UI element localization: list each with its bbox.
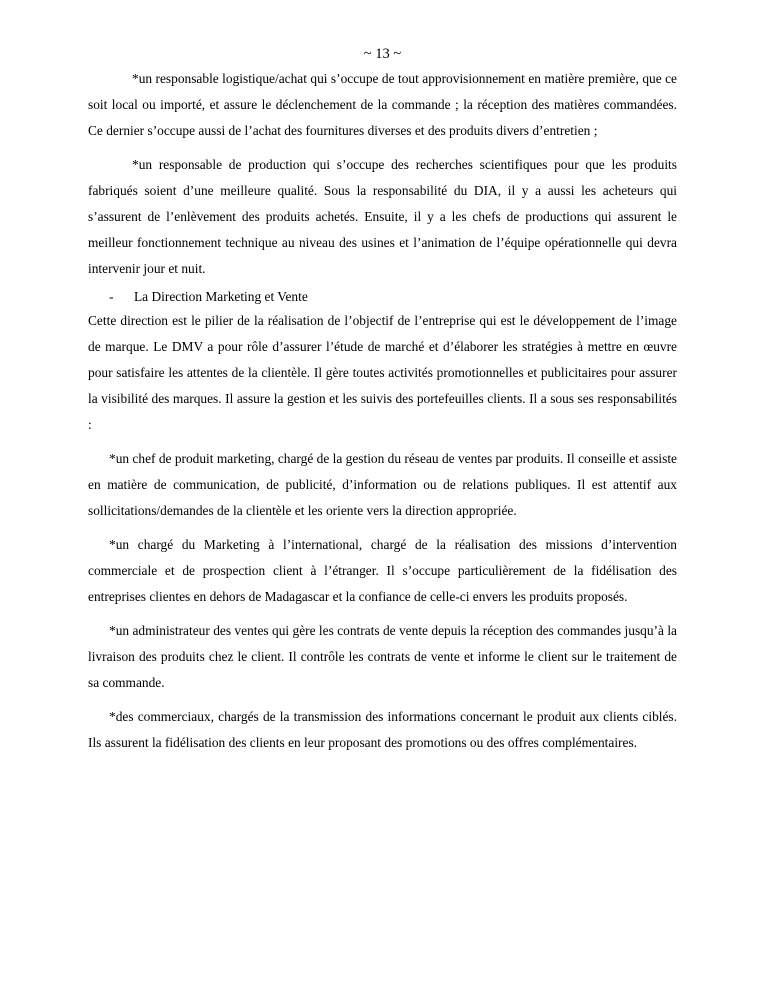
paragraph-sales-representatives: *des commerciaux, chargés de la transmission des informations concernant le produit aux clients ciblés. Ils assurent la fidélisation des clients en leur proposant des promotions ou des offres complémentaires.: [88, 709, 677, 750]
heading-text: La Direction Marketing et Vente: [134, 289, 308, 304]
paragraph-marketing-direction: Cette direction est le pilier de la réalisation de l’objectif de l’entreprise qui est le développement de l’image de marque. Le DMV a pour rôle d’assurer l’étude de marché et d’élaborer les stratégies à mettre en œuvre pour satisfaire les attentes de la clientèle. Il gère toutes activités promotionnelles et publicitaires pour assurer la visibilité des marques. Il assure la gestion et les suivis des portefeuilles clients. Il a sous ses responsabilités :: [88, 313, 677, 432]
page-body: [88, 66, 677, 756]
paragraph-logistics-manager: *un responsable logistique/achat qui s’occupe de tout approvisionnement en matière première, que ce soit local ou importé, et assure le déclenchement de la commande ; la réception des matières commandées. Ce dernier s’occupe aussi de l’achat des fournitures diverses et des produits divers d’entretien ;: [88, 71, 677, 138]
heading-bullet: -: [109, 289, 114, 304]
paragraph-sales-administrator: *un administrateur des ventes qui gère les contrats de vente depuis la réception des commandes jusqu’à la livraison des produits chez le client. Il contrôle les contrats de vente et informe le client sur le traitement de sa commande.: [88, 623, 677, 690]
section-heading: [88, 286, 677, 308]
paragraph-production-manager: *un responsable de production qui s’occupe des recherches scientifiques pour que les produits fabriqués soient d’une meilleure qualité. Sous la responsabilité du DIA, il y a aussi les acheteurs qui s’assurent de l’enlèvement des produits achetés. Ensuite, il y a les chefs de productions qui assurent le meilleur fonctionnement technique au niveau des usines et l’animation de l’équipe opérationnelle qui devra intervenir jour et nuit.: [88, 157, 677, 276]
paragraph-product-manager: *un chef de produit marketing, chargé de la gestion du réseau de ventes par produits. Il conseille et assiste en matière de communication, de publicité, d’information ou de relations publiques. Il est attentif aux sollicitations/demandes de la clientèle et les oriente vers la direction appropriée.: [88, 451, 677, 518]
paragraph-international-marketing: *un chargé du Marketing à l’international, chargé de la réalisation des missions d’intervention commerciale et de prospection client à l’étranger. Il s’occupe particulièrement de la fidélisation des entreprises clientes en dehors de Madagascar et la confiance de celle-ci envers les produits proposés.: [88, 537, 677, 604]
page-number: ~ 13 ~: [363, 46, 402, 62]
